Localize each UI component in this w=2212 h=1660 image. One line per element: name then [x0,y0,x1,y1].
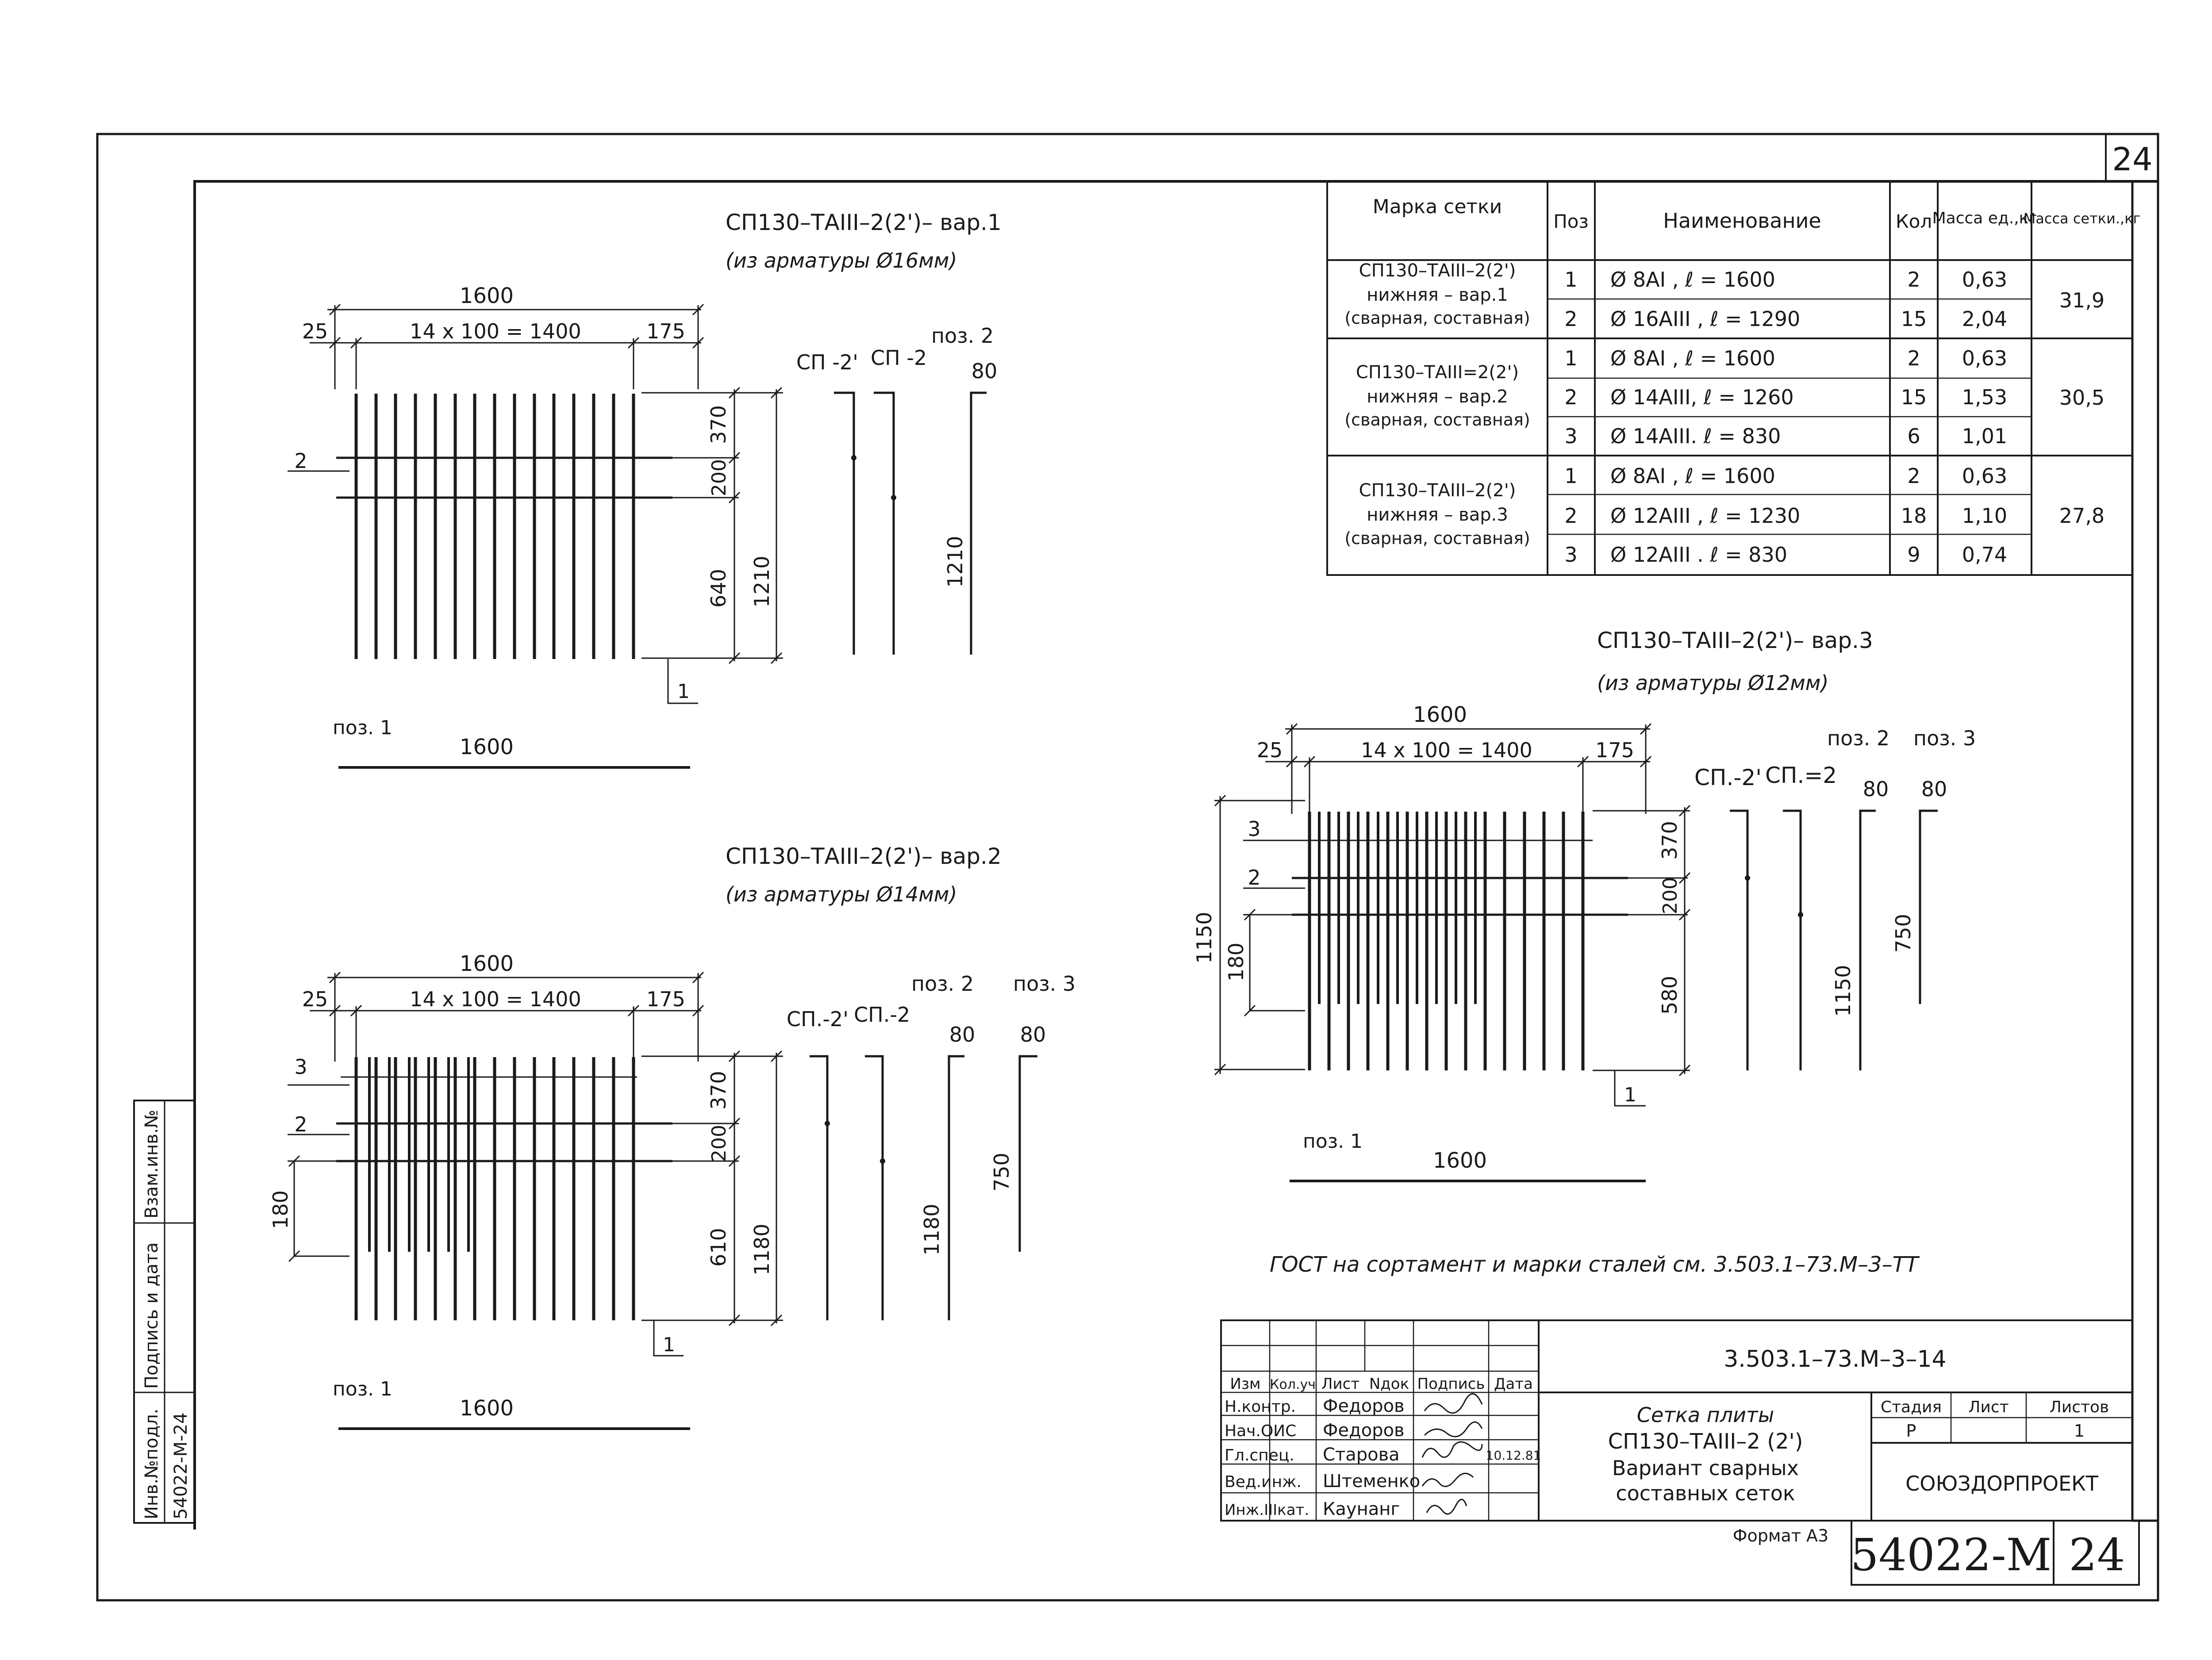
sheets-value: 1 [2074,1421,2085,1441]
col-date: Дата [1494,1375,1533,1393]
stamp-sheet-number: 24 [2069,1529,2125,1581]
dim-left: 25 [302,987,328,1011]
mark-line: (сварная, составная) [1344,410,1530,429]
drawing-title-line: Вариант сварных [1612,1456,1799,1480]
staff-date: 10.12.81 [1486,1448,1541,1463]
variant-subtitle: (из арматуры Ø14мм) [726,882,957,906]
row-pos: 2 [1564,504,1578,528]
row-mass: 0,74 [1962,543,2008,567]
inv-label: Инв.№подл. [142,1408,162,1519]
net-mass: 31,9 [2059,288,2105,312]
pos-marker: 1 [1624,1084,1636,1106]
dim-180: 180 [1224,943,1248,981]
weld-dot [825,1121,830,1126]
dim-pitch: 14 x 100 = 1400 [410,987,581,1011]
spec-group-1 [1344,261,2104,331]
row-qty: 9 [1907,543,1920,567]
dim-370: 370 [707,405,730,444]
row-mass: 2,04 [1962,307,2008,331]
variant-subtitle: (из арматуры Ø12мм) [1597,671,1829,695]
pos2-hook: 80 [949,1023,975,1047]
header-qty: Кол [1895,211,1932,232]
drawing-title-line: СП130–ТАIII–2 (2') [1608,1429,1803,1454]
header-mark: Марка сетки [1372,196,1502,218]
staff-name: Федоров [1323,1420,1405,1441]
spec-group-2 [1344,346,2104,448]
staff-role: Гл.спец. [1225,1446,1294,1464]
dim-610: 610 [707,1228,730,1267]
staff-name: Штеменко [1323,1471,1421,1491]
drawing-title-line: составных сеток [1616,1481,1795,1505]
pos3-hook: 80 [1020,1023,1046,1047]
side-stamp [134,1100,195,1523]
sheet-label: Лист [1968,1398,2009,1416]
staff-name: Федоров [1323,1396,1405,1416]
dim-right: 175 [646,319,685,343]
weld-dot [1745,875,1750,881]
row-pos: 1 [1564,346,1578,370]
row-name: Ø 12AIII . ℓ = 830 [1610,543,1787,567]
mark-line: нижняя – вар.3 [1367,505,1508,525]
dim-total: 1600 [1413,702,1467,727]
staff-role: Инж.IIIкат. [1225,1501,1310,1519]
dim-370: 370 [707,1071,730,1110]
row-pos: 3 [1564,424,1578,448]
stamp-code: 54022-М [1850,1529,2052,1581]
pos1-length: 1600 [459,735,514,759]
pos-marker: 1 [677,680,690,703]
row-qty: 15 [1901,307,1927,331]
mark-line: нижняя – вар.1 [1367,285,1508,305]
weld-dot [880,1158,885,1164]
row-pos: 2 [1564,385,1578,409]
row-mass: 1,01 [1962,424,2008,448]
mark-line: (сварная, составная) [1344,529,1530,548]
sheet-frame [97,134,2158,1600]
row-name: Ø 12AIII , ℓ = 1230 [1610,504,1801,528]
col-list: Лист [1321,1375,1360,1393]
weld-dot [1798,912,1803,917]
col-izm: Изм [1230,1375,1261,1393]
label-sp2: СП -2 [871,346,927,370]
row-qty: 15 [1901,385,1927,409]
pos2-hook: 80 [971,359,998,383]
pos1-label: поз. 1 [1303,1130,1363,1153]
sign-date-label: Подпись и дата [142,1242,162,1389]
pos-marker: 2 [294,449,307,473]
stage-label: Стадия [1880,1398,1942,1416]
col-sign: Подпись [1417,1375,1485,1393]
mark-line: СП130–ТАIII=2(2') [1356,362,1519,383]
dim-1180: 1180 [750,1223,774,1276]
variant-2-drawing [269,843,1075,1429]
dim-left: 25 [302,319,328,343]
label-sp2-prime: СП -2' [796,350,858,374]
pos3-length: 750 [1891,914,1915,953]
drawing-title-line: Сетка плиты [1636,1403,1774,1427]
variant-title: СП130–ТАIII–2(2')– вар.3 [1597,628,1873,653]
spec-group-3 [1344,464,2104,567]
label-sp2-prime: СП.-2' [1694,765,1762,790]
row-mass: 0,63 [1962,464,2008,488]
mark-line: нижняя – вар.2 [1367,387,1508,407]
row-qty: 6 [1907,424,1920,448]
pos-marker: 2 [1248,866,1261,889]
dim-580: 580 [1658,976,1682,1015]
mark-line: СП130–ТАIII–2(2') [1359,480,1516,501]
mark-line: СП130–ТАIII–2(2') [1359,261,1516,281]
net-mass: 27,8 [2059,504,2105,528]
staff-name: Каунанг [1323,1499,1400,1519]
row-name: Ø 14AIII, ℓ = 1260 [1610,385,1794,409]
row-qty: 2 [1907,346,1920,370]
dim-200: 200 [708,1125,730,1162]
row-mass: 1,53 [1962,385,2008,409]
pos-marker: 1 [663,1334,675,1356]
pos2-length: 1210 [943,536,967,588]
pos-marker: 3 [1248,817,1261,841]
organization: СОЮЗДОРПРОЕКТ [1905,1472,2098,1495]
doc-code: 3.503.1–73.М–3–14 [1724,1346,1947,1372]
row-mass: 0,63 [1962,346,2008,370]
pos1-label: поз. 1 [333,1378,393,1400]
variant-title: СП130–ТАIII–2(2')– вар.1 [726,210,1002,235]
pos1-label: поз. 1 [333,717,393,739]
row-qty: 2 [1907,268,1920,291]
variant-1-drawing [288,210,1002,767]
dim-1150: 1150 [1192,912,1216,964]
net-mass: 30,5 [2059,386,2105,410]
pos2-label: поз. 2 [1827,726,1890,750]
weld-dot [891,495,896,500]
mark-line: (сварная, составная) [1344,308,1530,328]
dim-right: 175 [646,987,685,1011]
row-name: Ø 8AI , ℓ = 1600 [1610,268,1775,291]
row-pos: 1 [1564,268,1578,291]
header-name: Наименование [1663,209,1821,233]
pos3-length: 750 [990,1153,1014,1192]
row-name: Ø 8AI , ℓ = 1600 [1610,464,1775,488]
dim-pitch: 14 x 100 = 1400 [1361,738,1532,762]
label-sp2-prime: СП.-2' [787,1007,849,1031]
row-name: Ø 14AIII. ℓ = 830 [1610,424,1781,448]
label-sp2: СП.=2 [1765,763,1837,788]
dim-pitch: 14 x 100 = 1400 [410,319,581,343]
dim-left: 25 [1256,738,1283,762]
staff-role: Вед.инж. [1225,1473,1302,1491]
variant-title: СП130–ТАIII–2(2')– вар.2 [726,843,1002,869]
staff-name: Старова [1323,1445,1400,1465]
pos3-hook: 80 [1921,777,1947,801]
dim-640: 640 [707,569,730,608]
header-pos: Поз [1553,211,1589,232]
dim-370: 370 [1658,821,1682,860]
sheets-label: Листов [2049,1398,2109,1416]
row-name: Ø 8AI , ℓ = 1600 [1610,346,1775,370]
pos3-label: поз. 3 [1013,972,1076,996]
corner-sheet-number: 24 [2112,141,2153,178]
signatures [1422,1394,1482,1514]
pos2-label: поз. 2 [931,324,994,348]
row-name: Ø 16AIII , ℓ = 1290 [1610,307,1801,331]
row-qty: 2 [1907,464,1920,488]
variant-3-drawing [1192,628,1976,1181]
staff-role: Н.контр. [1225,1398,1296,1416]
title-block [1221,1320,2139,1585]
dim-1210: 1210 [750,556,774,608]
pos2-label: поз. 2 [911,972,974,996]
format-label: Формат А3 [1732,1526,1829,1545]
label-sp2: СП.-2 [854,1003,910,1027]
dim-total: 1600 [459,951,514,976]
pos3-label: поз. 3 [1913,726,1976,750]
pos2-length: 1150 [1831,965,1855,1017]
col-kol: Кол.уч [1270,1377,1316,1392]
variant-subtitle: (из арматуры Ø16мм) [726,249,957,272]
vzam-label: Взам.инв.№ [142,1109,162,1219]
pos-marker: 3 [294,1055,307,1079]
pos1-length: 1600 [459,1396,514,1421]
col-ndok: Nдок [1369,1375,1409,1393]
pos2-length: 1180 [920,1204,944,1256]
gost-note: ГОСТ на сортамент и марки сталей см. 3.503.1–73.М–3–ТТ [1270,1252,1919,1277]
dim-200: 200 [1659,877,1682,914]
row-mass: 1,10 [1962,504,2008,528]
dim-180: 180 [269,1190,292,1229]
dim-total: 1600 [459,284,514,308]
row-pos: 2 [1564,307,1578,331]
stage-value: Р [1906,1421,1916,1441]
inv-value: 54022-М-24 [171,1412,191,1519]
dim-200: 200 [708,459,730,496]
row-pos: 3 [1564,543,1578,567]
staff-role: Нач.ОИС [1225,1422,1297,1440]
dim-right: 175 [1595,738,1634,762]
header-net-mass: Масса сетки.,кг [2023,210,2141,227]
row-pos: 1 [1564,464,1578,488]
pos1-length: 1600 [1432,1148,1487,1173]
row-qty: 18 [1901,504,1927,528]
weld-dot [851,455,856,460]
row-mass: 0,63 [1962,268,2008,291]
header-unit-mass: Масса ед.,кг [1932,209,2037,227]
spec-table [1327,181,2140,575]
pos2-hook: 80 [1863,777,1889,801]
pos-marker: 2 [294,1112,307,1136]
